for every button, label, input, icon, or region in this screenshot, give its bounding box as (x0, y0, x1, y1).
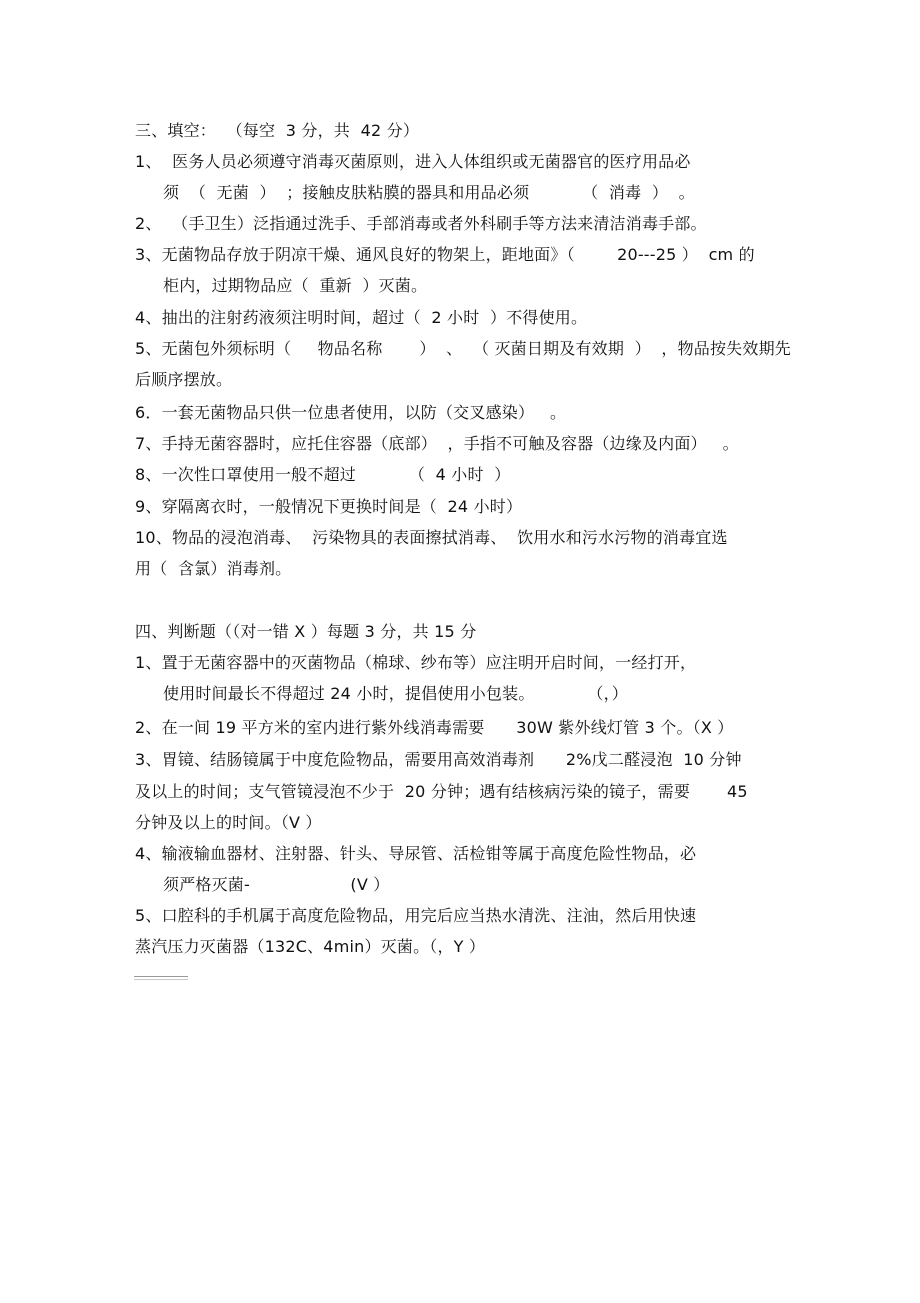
fill-item-9: 9、穿隔离衣时，一般情况下更换时间是（ 24 小时） (135, 497, 523, 516)
section4-heading: 四、判断题（（对一错 X ）每题 3 分，共 15 分 (135, 622, 477, 641)
fill-item-2: 2、 （手卫生）泛指通过洗手、手部消毒或者外科刷手等方法来清洁消毒手部。 (135, 214, 707, 233)
judge-item-4-line1: 4、输液输血器材、注射器、针头、导尿管、活检钳等属于高度危险性物品，必 (135, 844, 697, 863)
judge-item-4-line2: 须严格灭菌- (V ） (163, 875, 390, 894)
judge-item-5-line1: 5、口腔科的手机属于高度危险物品，用完后应当热水清洗、注油，然后用快速 (135, 906, 697, 925)
fill-item-3-line2: 柜内，过期物品应（ 重新 ）灭菌。 (163, 276, 428, 295)
judge-item-1-line1: 1、置于无菌容器中的灭菌物品（棉球、纱布等）应注明开启时间，一经打开， (135, 653, 697, 672)
judge-item-3-line1: 3、胃镜、结肠镜属于中度危险物品，需要用高效消毒剂 2%戊二醛浸泡 10 分钟 (135, 750, 742, 769)
fill-item-6: 6．一套无菌物品只供一位患者使用，以防（交叉感染） 。 (135, 403, 567, 422)
fill-item-5-line2: 后顺序摆放。 (135, 370, 233, 389)
fill-item-3-line1: 3、无菌物品存放于阴凉干燥、通风良好的物架上，距地面》（ 20---25 ） cm 的 (135, 245, 755, 264)
judge-item-2: 2、在一间 19 平方米的室内进行紫外线消毒需要 30W 紫外线灯管 3 个。（X ） (135, 718, 734, 737)
fill-item-1-line1: 1、 医务人员必须遵守消毒灭菌原则，进入人体组织或无菌器官的医疗用品必 (135, 152, 691, 171)
judge-item-3-line3: 分钟及以上的时间。（V ） (135, 813, 322, 832)
footnote-rule (134, 976, 188, 980)
fill-item-1-line2: 须 （ 无菌 ） ；接触皮肤粘膜的器具和用品必须 （ 消毒 ） 。 (163, 183, 695, 202)
fill-item-10-line2: 用（ 含氯）消毒剂。 (135, 559, 292, 578)
fill-item-8: 8、一次性口罩使用一般不超过 （ 4 小时 ） (135, 465, 511, 484)
judge-item-1-line2: 使用时间最长不得超过 24 小时，提倡使用小包装。 （，） (163, 684, 628, 703)
fill-item-4: 4、抽出的注射药液须注明时间，超过（ 2 小时 ）不得使用。 (135, 308, 588, 327)
fill-item-5-line1: 5、无菌包外须标明（ 物品名称 ） 、 （ 灭菌日期及有效期 ） ，物品按失效期先 (135, 339, 791, 358)
fill-item-7: 7、手持无菌容器时，应托住容器（底部） ，手指不可触及容器（边缘及内面） 。 (135, 434, 739, 453)
fill-item-10-line1: 10、物品的浸泡消毒、 污染物具的表面擦拭消毒、 饮用水和污水污物的消毒宜选 (135, 528, 728, 547)
judge-item-5-line2: 蒸汽压力灭菌器（132C、4min）灭菌。（，Y ） (135, 937, 486, 956)
judge-item-3-line2: 及以上的时间；支气管镜浸泡不少于 20 分钟；遇有结核病污染的镜子，需要 45 (135, 782, 748, 801)
section3-heading: 三、填空： （每空 3 分，共 42 分） (135, 121, 420, 140)
